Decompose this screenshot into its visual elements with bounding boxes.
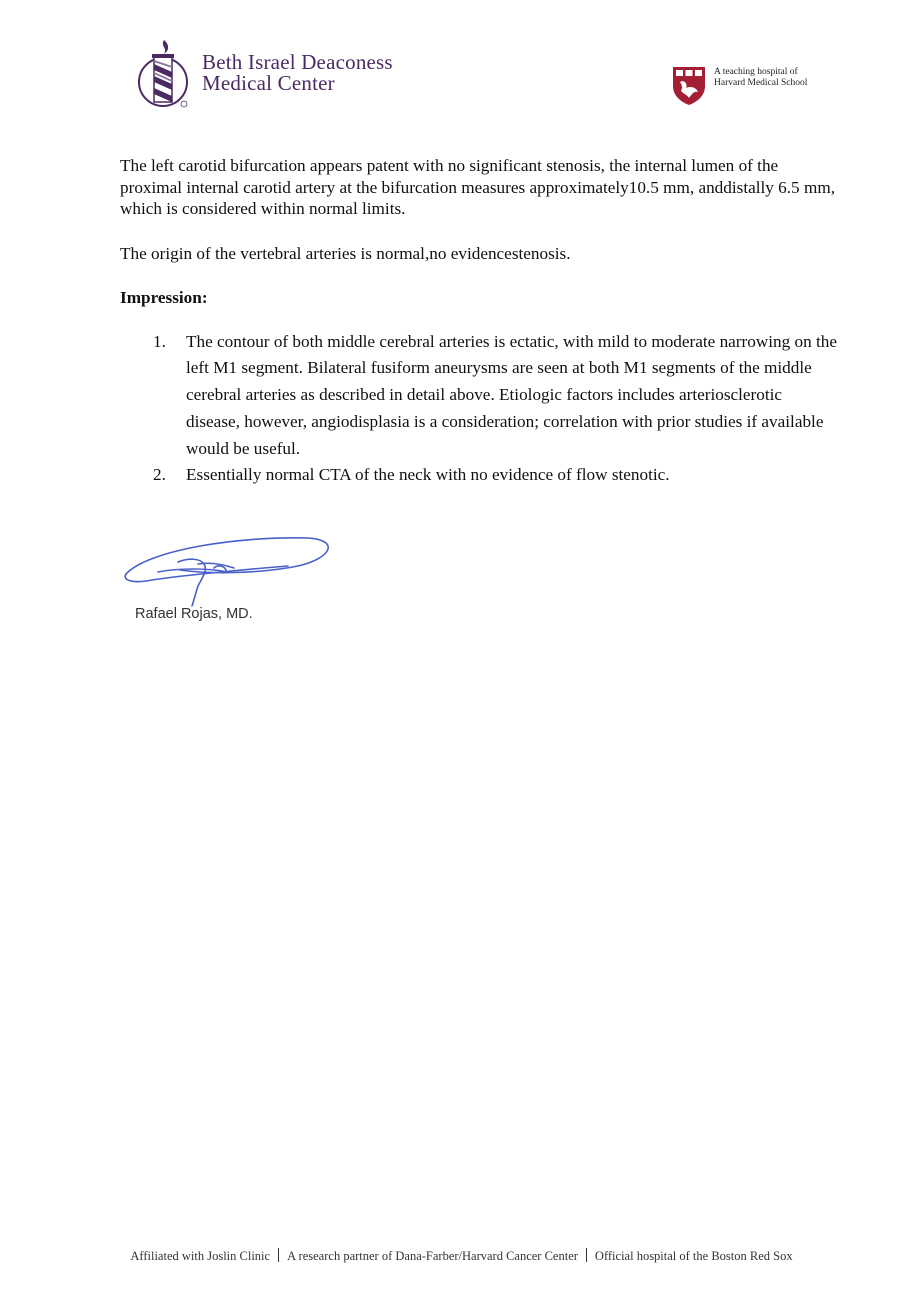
footer-joslin: Affiliated with Joslin Clinic: [130, 1249, 271, 1263]
harvard-line1: A teaching hospital of: [714, 67, 798, 77]
harvard-shield-icon: [672, 66, 706, 106]
bidmc-logo: [134, 36, 424, 110]
bidmc-emblem-icon: [134, 38, 192, 108]
footer-red-sox: Official hospital of the Boston Red Sox: [594, 1249, 793, 1263]
impression-text: The contour of both middle cerebral arteries is ectatic, with mild to moderate narrowing on the left M1 segment. Bilateral fusiform aneurysms are seen at both M1 segments of the middle cerebral arteries as described in detail above. Etiologic factors includes arteriosclerotic disease, however, angiodisplasia is a consideration; correlation with prior studies if available would be useful.: [186, 331, 837, 458]
bidmc-name: [202, 52, 393, 94]
footer-dana-farber: A research partner of Dana-Farber/Harvard Cancer Center: [287, 1249, 578, 1263]
signature-block: [118, 528, 336, 630]
handwritten-signature: [118, 528, 336, 608]
bidmc-name-line1: Beth Israel Deaconess: [202, 50, 393, 74]
impression-item: [120, 462, 840, 489]
harvard-affiliation: [714, 67, 807, 89]
footer-divider: [278, 1248, 279, 1262]
harvard-logo: [672, 66, 822, 108]
bidmc-name-line2: Medical Center: [202, 71, 335, 95]
paragraph-vertebral: The origin of the vertebral arteries is normal,no evidencestenosis.: [120, 243, 571, 263]
paragraph-carotid: The left carotid bifurcation appears patent with no significant stenosis, the internal lumen of the proximal internal carotid artery at the bifurcation measures approximately10.5 mm, anddistally 6.5 mm, which is considered within normal limits.: [120, 156, 835, 218]
signature-name: Rafael Rojas, MD.: [135, 606, 253, 622]
impression-number: 2.: [153, 465, 166, 485]
impression-item: [120, 329, 840, 463]
impression-number: 1.: [153, 331, 166, 351]
impression-text: Essentially normal CTA of the neck with no evidence of flow stenotic.: [186, 465, 670, 485]
harvard-line2: Harvard Medical School: [714, 78, 808, 88]
impression-heading: Impression:: [120, 288, 208, 307]
footer: [0, 1248, 923, 1264]
impression-list: [120, 329, 840, 490]
report-body: [120, 155, 840, 489]
footer-divider: [586, 1248, 587, 1262]
